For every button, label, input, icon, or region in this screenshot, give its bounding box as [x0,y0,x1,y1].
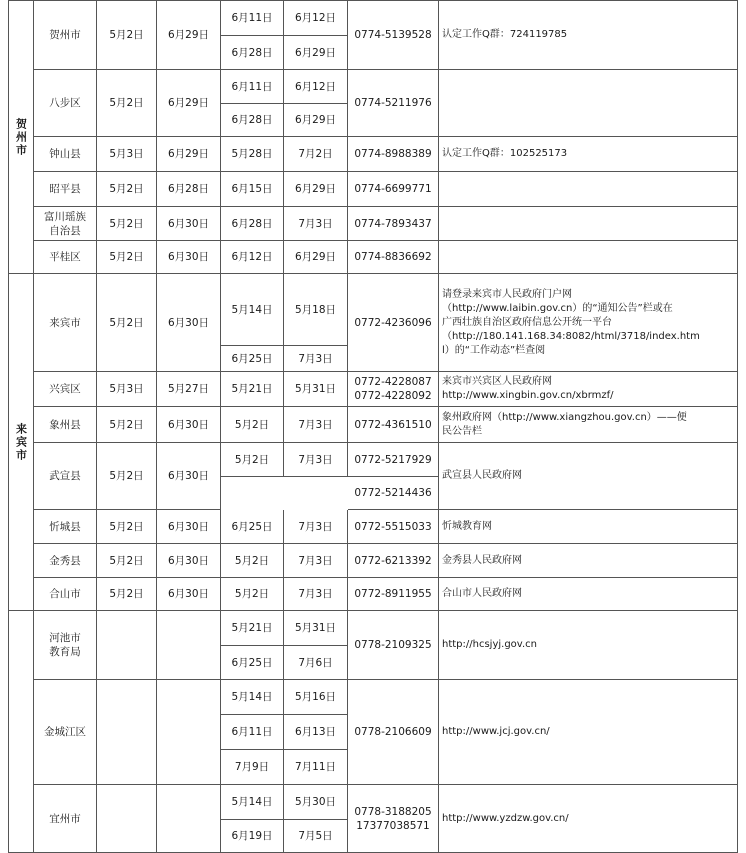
contact-phone: 0778-3188205 [354,805,432,818]
county-name: 武宣县 [34,443,97,510]
notes-cell [439,137,738,172]
contact-phone: 0774-6699771 [354,183,432,195]
confirm-start-date: 5月14日 [221,785,284,820]
notes-cell [439,172,738,207]
county-name: 八步区 [34,70,97,137]
contact-phone: 0778-2109325 [354,639,432,651]
contact-phone: 0774-7893437 [354,217,432,230]
confirm-end-date: 7月3日 [284,346,348,372]
notes-text: 认定工作Q群：724119785 [442,29,568,40]
apply-end-date: 6月29日 [157,70,221,137]
contact-phone-cell [348,0,439,70]
confirm-start-date: 6月28日 [221,104,284,137]
contact-phone-cell [348,611,439,680]
apply-start-date: 5月2日 [97,274,157,372]
confirm-end-date: 5月18日 [284,274,348,346]
county-name: 钟山县 [34,137,97,172]
notes-text: 请登录来宾市人民政府门户网 （http://www.laibin.gov.cn）的“通知公告”栏或在 广西壮族自治区政府信息公开统一平台 （http://180.141.168.34:8082/html/3718/index.htm l）的“工作动态”栏查阅 [442,288,700,356]
confirm-end-date: 5月31日 [284,611,348,646]
confirm-end-date: 5月31日 [284,372,348,407]
confirm-start-date: 6月12日 [221,241,284,274]
apply-end-date: 6月30日 [157,578,221,611]
contact-phone: 0774-5139528 [354,29,432,41]
county-name: 来宾市 [34,274,97,372]
contact-phone: 0774-8988389 [354,148,432,160]
apply-start-date: 5月2日 [97,172,157,207]
apply-end-date: 6月30日 [157,407,221,443]
confirm-start-date: 5月14日 [221,680,284,715]
county-name: 昭平县 [34,172,97,207]
notes-cell [439,372,738,407]
confirm-start-date: 5月2日 [221,544,284,578]
apply-end-date: 6月28日 [157,172,221,207]
notes-cell [439,207,738,241]
confirm-end-date: 7月3日 [284,544,348,578]
notes-text: http://www.jcj.gov.cn/ [442,726,550,737]
contact-phone-cell [348,680,439,785]
apply-start-date: 5月3日 [97,372,157,407]
contact-phone-cell [348,172,439,207]
county-name: 河池市 教育局 [34,611,97,680]
notes-cell [439,680,738,785]
notes-cell [439,443,738,510]
notes-cell [439,785,738,853]
notes-cell [439,578,738,611]
apply-end-date: 6月30日 [157,544,221,578]
confirm-start-date: 6月25日 [221,510,284,544]
confirm-end-date: 7月6日 [284,646,348,680]
notes-cell [439,544,738,578]
confirm-start-date: 5月21日 [221,611,284,646]
apply-end-date: 6月30日 [157,274,221,372]
contact-phone-cell [348,274,439,372]
apply-start-date: 5月2日 [97,0,157,70]
notes-text: 来宾市兴宾区人民政府网 http://www.xingbin.gov.cn/xbrmzf/ [442,376,614,401]
notes-text: 象州政府网（http://www.xiangzhou.gov.cn）——便 民公告栏 [442,411,687,437]
apply-start-date: 5月3日 [97,137,157,172]
apply-end-date: 6月30日 [157,241,221,274]
confirm-end-date: 7月3日 [284,510,348,544]
apply-end-date [157,785,221,853]
notes-text: 武宣县人民政府网 [442,470,522,481]
confirm-end-date: 7月3日 [284,207,348,241]
notes-cell [439,407,738,443]
apply-start-date [97,611,157,680]
confirm-start-date: 6月28日 [221,36,284,70]
contact-phone-cell [348,372,439,407]
contact-phone: 0772-4361510 [354,418,432,431]
region-cell [8,274,34,611]
apply-start-date: 5月2日 [97,443,157,510]
contact-phone-cell [348,70,439,137]
county-name: 宜州市 [34,785,97,853]
confirm-start-date: 5月14日 [221,274,284,346]
region-cell [8,611,34,853]
contact-phone: 0772-4228092 [354,390,432,402]
confirm-start-date: 5月2日 [221,443,284,477]
contact-phone: 0772-4228087 [354,376,432,388]
confirm-start-date: 6月19日 [221,820,284,853]
contact-phone: 0772-6213392 [354,554,432,567]
contact-phone-cell [348,241,439,274]
county-name: 贺州市 [34,0,97,70]
region-name: 贺州市 [14,117,28,157]
apply-end-date: 5月27日 [157,372,221,407]
notes-cell [439,611,738,680]
notes-text: http://www.yzdzw.gov.cn/ [442,812,569,824]
notes-text: 金秀县人民政府网 [442,554,522,566]
county-name: 金城江区 [34,680,97,785]
region-cell [8,0,34,274]
confirm-start-date: 6月11日 [221,715,284,750]
confirm-end-date: 6月12日 [284,70,348,104]
apply-end-date [157,611,221,680]
notes-text: http://hcsjyj.gov.cn [442,639,537,650]
county-name: 忻城县 [34,510,97,544]
contact-phone: 0772-8911955 [354,588,432,600]
apply-start-date: 5月2日 [97,578,157,611]
confirm-start-date: 6月11日 [221,0,284,36]
confirm-start-date: 7月9日 [221,750,284,785]
confirm-end-date: 7月11日 [284,750,348,785]
confirm-end-date: 6月13日 [284,715,348,750]
confirm-start-date: 5月28日 [221,137,284,172]
confirm-start-date: 5月21日 [221,372,284,407]
confirm-end-date: 6月29日 [284,36,348,70]
contact-phone: 0772-5214436 [348,477,439,510]
confirm-end-date: 7月3日 [284,443,348,477]
county-name: 象州县 [34,407,97,443]
notes-cell [439,70,738,137]
contact-phone-cell [348,137,439,172]
contact-phone: 0774-8836692 [354,251,432,263]
region-name: 来宾市 [14,422,28,462]
confirm-end-date: 5月30日 [284,785,348,820]
contact-phone: 0772-4236096 [354,316,432,329]
contact-phone: 17377038571 [356,819,430,832]
contact-phone: 0772-5515033 [354,520,432,533]
confirm-end-date: 6月29日 [284,172,348,207]
apply-end-date: 6月30日 [157,510,221,544]
confirm-start-date: 5月2日 [221,407,284,443]
confirm-start-date: 6月15日 [221,172,284,207]
contact-phone-cell [348,544,439,578]
confirm-end-date: 7月3日 [284,578,348,611]
apply-start-date: 5月2日 [97,241,157,274]
contact-phone-cell [348,578,439,611]
apply-end-date: 6月29日 [157,0,221,70]
contact-phone-cell [348,785,439,853]
county-name: 平桂区 [34,241,97,274]
notes-text: 忻城教育网 [442,520,492,532]
county-name: 兴宾区 [34,372,97,407]
notes-cell [439,241,738,274]
confirm-end-date: 6月29日 [284,241,348,274]
county-name: 富川瑶族 自治县 [34,207,97,241]
apply-end-date: 6月30日 [157,443,221,510]
notes-text: 合山市人民政府网 [442,588,522,599]
county-name: 合山市 [34,578,97,611]
confirm-start-date: 6月11日 [221,70,284,104]
confirm-end-date: 7月3日 [284,407,348,443]
apply-end-date: 6月30日 [157,207,221,241]
contact-phone-cell [348,207,439,241]
confirm-start-date: 6月25日 [221,646,284,680]
contact-phone: 0778-2106609 [354,726,432,738]
notes-cell [439,510,738,544]
confirm-end-date: 7月2日 [284,137,348,172]
contact-phone-cell [348,407,439,443]
apply-start-date [97,680,157,785]
confirm-start-date: 5月2日 [221,578,284,611]
apply-start-date: 5月2日 [97,70,157,137]
apply-start-date: 5月2日 [97,510,157,544]
confirm-start-date: 6月25日 [221,346,284,372]
apply-end-date: 6月29日 [157,137,221,172]
apply-end-date [157,680,221,785]
notes-cell [439,274,738,372]
contact-phone: 0774-5211976 [354,97,432,109]
notes-cell [439,0,738,70]
confirm-end-date: 7月5日 [284,820,348,853]
apply-start-date: 5月2日 [97,207,157,241]
confirm-end-date: 6月12日 [284,0,348,36]
apply-start-date [97,785,157,853]
apply-start-date: 5月2日 [97,544,157,578]
contact-phone: 0772-5217929 [348,443,439,477]
confirm-start-date: 6月28日 [221,207,284,241]
contact-phone-cell [348,510,439,544]
notes-text: 认定工作Q群：102525173 [442,148,568,159]
confirm-end-date: 5月16日 [284,680,348,715]
apply-start-date: 5月2日 [97,407,157,443]
confirm-end-date: 6月29日 [284,104,348,137]
county-name: 金秀县 [34,544,97,578]
